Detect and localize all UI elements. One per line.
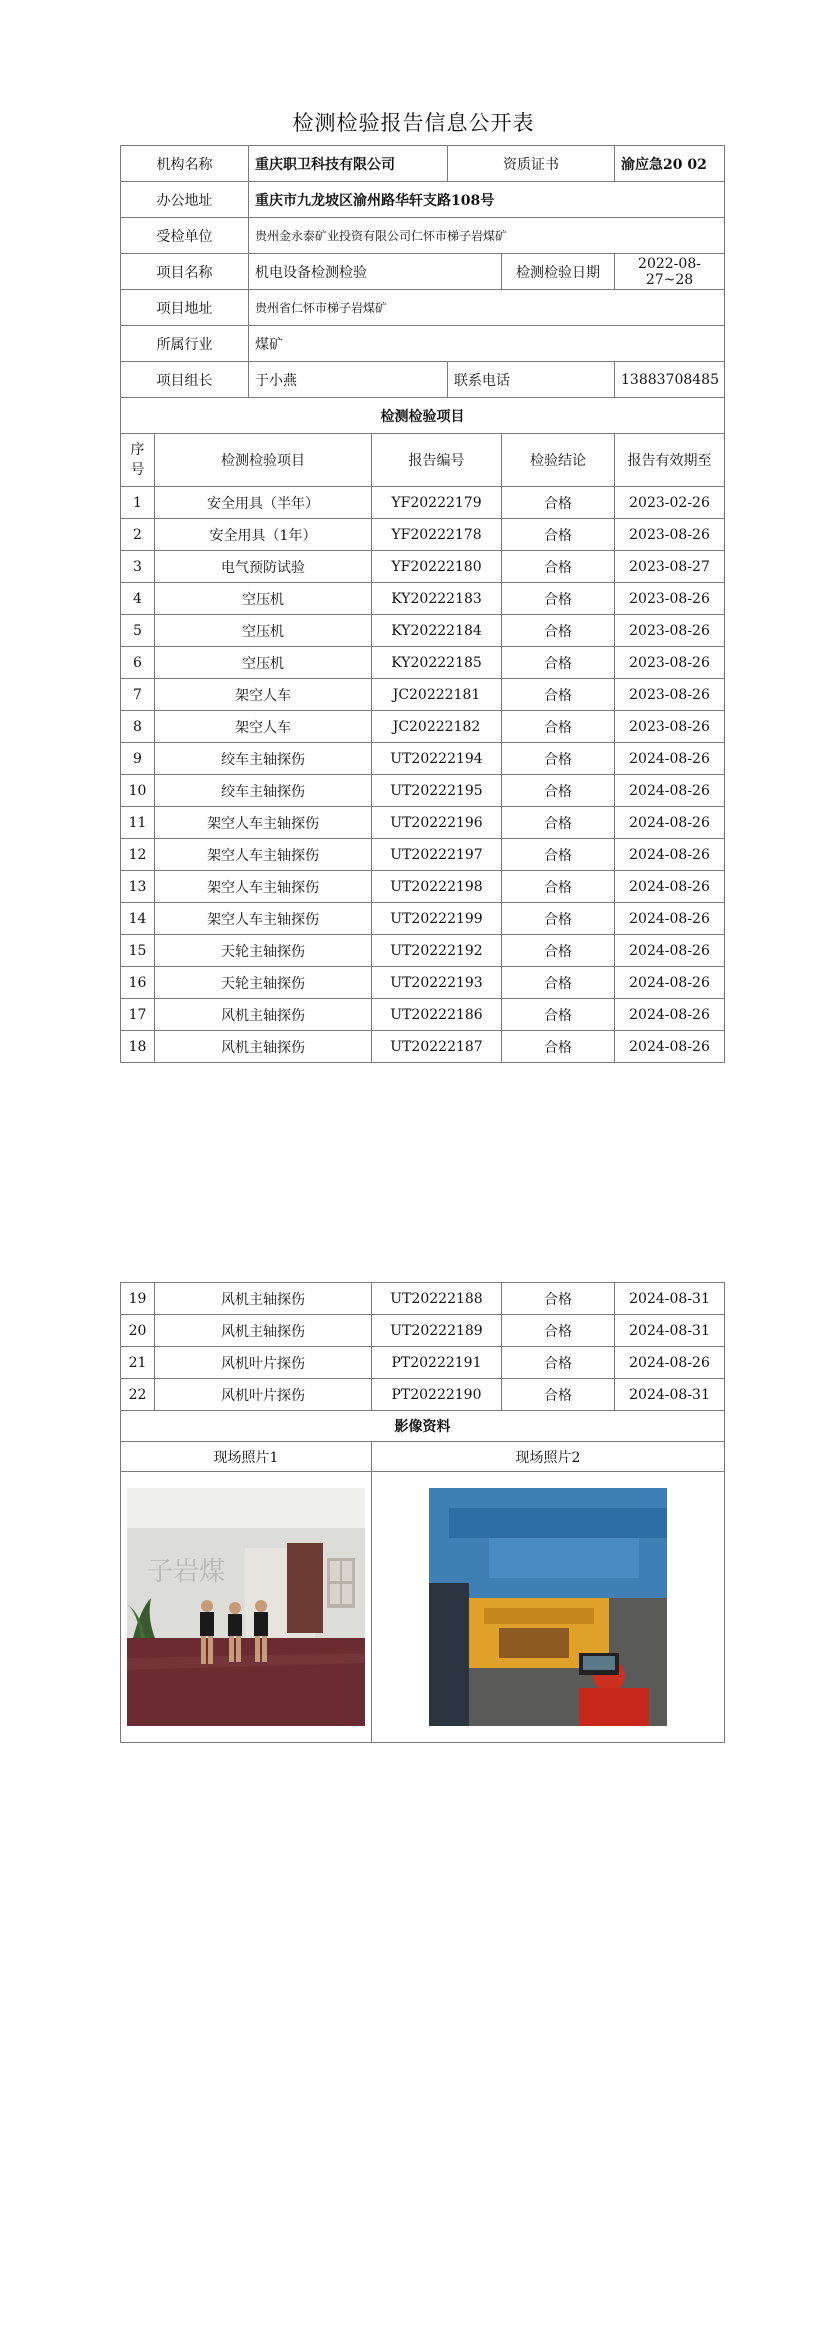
site-photo-2: [429, 1488, 667, 1726]
info-row-site: [121, 290, 725, 326]
item-valid-until: 2024-08-26: [615, 743, 725, 775]
item-row: [121, 1315, 725, 1347]
item-no: 13: [121, 871, 155, 903]
item-name: 风机主轴探伤: [155, 1031, 372, 1063]
item-result: 合格: [502, 1315, 615, 1347]
item-valid-until: 2023-08-26: [615, 647, 725, 679]
item-report-no: UT20222199: [372, 903, 502, 935]
item-result: 合格: [502, 615, 615, 647]
header-item: 检测检验项目: [155, 434, 372, 487]
project-label: 项目名称: [121, 254, 249, 290]
item-name: 安全用具（1年）: [155, 519, 372, 551]
item-row: [121, 1031, 725, 1063]
item-no: 11: [121, 807, 155, 839]
item-row: [121, 967, 725, 999]
item-name: 风机主轴探伤: [155, 1315, 372, 1347]
item-report-no: JC20222182: [372, 711, 502, 743]
office-label: 办公地址: [121, 182, 249, 218]
item-report-no: PT20222190: [372, 1379, 502, 1411]
item-result: 合格: [502, 519, 615, 551]
item-valid-until: 2023-08-26: [615, 679, 725, 711]
item-valid-until: 2024-08-26: [615, 775, 725, 807]
item-no: 22: [121, 1379, 155, 1411]
leader-value: 于小燕: [249, 362, 448, 398]
item-result: 合格: [502, 1031, 615, 1063]
item-no: 8: [121, 711, 155, 743]
info-row-project: [121, 254, 725, 290]
item-row: [121, 807, 725, 839]
header-report: 报告编号: [372, 434, 502, 487]
item-row: [121, 711, 725, 743]
item-valid-until: 2024-08-26: [615, 1031, 725, 1063]
item-valid-until: 2024-08-26: [615, 999, 725, 1031]
photo-label-row: [121, 1442, 725, 1472]
item-valid-until: 2023-08-26: [615, 583, 725, 615]
item-row: [121, 615, 725, 647]
items-body-page1: [121, 487, 725, 1063]
info-row-leader: [121, 362, 725, 398]
date-label: 检测检验日期: [502, 254, 615, 290]
media-section-title: 影像资料: [121, 1411, 725, 1442]
item-valid-until: 2024-08-26: [615, 967, 725, 999]
photo1-label: 现场照片1: [121, 1442, 372, 1472]
media-section-row: [121, 1411, 725, 1442]
org-value: 重庆职卫科技有限公司: [249, 146, 448, 182]
item-row: [121, 999, 725, 1031]
item-result: 合格: [502, 647, 615, 679]
item-result: 合格: [502, 967, 615, 999]
item-result: 合格: [502, 679, 615, 711]
item-result: 合格: [502, 551, 615, 583]
photo-row: [121, 1472, 725, 1743]
item-name: 架空人车主轴探伤: [155, 903, 372, 935]
org-label: 机构名称: [121, 146, 249, 182]
item-name: 架空人车主轴探伤: [155, 839, 372, 871]
item-report-no: JC20222181: [372, 679, 502, 711]
item-row: [121, 775, 725, 807]
industry-value: 煤矿: [249, 326, 725, 362]
phone-label: 联系电话: [448, 362, 615, 398]
item-name: 绞车主轴探伤: [155, 775, 372, 807]
item-no: 10: [121, 775, 155, 807]
item-report-no: YF20222178: [372, 519, 502, 551]
item-row: [121, 1283, 725, 1315]
items-body-page2: [121, 1283, 725, 1411]
item-name: 空压机: [155, 647, 372, 679]
item-no: 18: [121, 1031, 155, 1063]
item-row: [121, 935, 725, 967]
photo2-label: 现场照片2: [372, 1442, 725, 1472]
item-name: 天轮主轴探伤: [155, 967, 372, 999]
item-valid-until: 2023-08-27: [615, 551, 725, 583]
item-row: [121, 519, 725, 551]
wall-sign-text: 子岩煤: [147, 1557, 226, 1587]
item-result: 合格: [502, 839, 615, 871]
photo1-cell: [121, 1472, 372, 1743]
item-row: [121, 487, 725, 519]
item-row: [121, 871, 725, 903]
item-name: 电气预防试验: [155, 551, 372, 583]
info-row-industry: [121, 326, 725, 362]
item-valid-until: 2023-08-26: [615, 615, 725, 647]
item-report-no: KY20222184: [372, 615, 502, 647]
items-section-title: 检测检验项目: [121, 398, 725, 434]
item-valid-until: 2024-08-31: [615, 1379, 725, 1411]
item-row: [121, 839, 725, 871]
item-name: 风机叶片探伤: [155, 1347, 372, 1379]
item-report-no: UT20222196: [372, 807, 502, 839]
item-valid-until: 2024-08-26: [615, 935, 725, 967]
industry-label: 所属行业: [121, 326, 249, 362]
date-value: 2022-08-27~28: [615, 254, 725, 290]
office-value: 重庆市九龙坡区渝州路华轩支路108号: [249, 182, 725, 218]
item-no: 9: [121, 743, 155, 775]
item-result: 合格: [502, 871, 615, 903]
item-valid-until: 2024-08-26: [615, 871, 725, 903]
item-no: 12: [121, 839, 155, 871]
leader-label: 项目组长: [121, 362, 249, 398]
phone-value: 13883708485: [615, 362, 725, 398]
photo2-cell: [372, 1472, 725, 1743]
item-row: [121, 743, 725, 775]
item-report-no: UT20222188: [372, 1283, 502, 1315]
item-row: [121, 1347, 725, 1379]
item-report-no: YF20222180: [372, 551, 502, 583]
item-row: [121, 679, 725, 711]
item-name: 架空人车主轴探伤: [155, 871, 372, 903]
item-report-no: UT20222198: [372, 871, 502, 903]
info-row-office: [121, 182, 725, 218]
header-no-text: 序号: [130, 442, 145, 478]
item-name: 架空人车: [155, 711, 372, 743]
client-value: 贵州金永泰矿业投资有限公司仁怀市梯子岩煤矿: [249, 218, 725, 254]
site-photo-1: [127, 1488, 365, 1726]
item-name: 架空人车: [155, 679, 372, 711]
info-row-client: [121, 218, 725, 254]
item-valid-until: 2024-08-31: [615, 1315, 725, 1347]
item-result: 合格: [502, 583, 615, 615]
item-report-no: UT20222189: [372, 1315, 502, 1347]
site-value: 贵州省仁怀市梯子岩煤矿: [249, 290, 725, 326]
item-no: 3: [121, 551, 155, 583]
item-no: 1: [121, 487, 155, 519]
item-valid-until: 2024-08-26: [615, 903, 725, 935]
item-row: [121, 551, 725, 583]
item-name: 风机主轴探伤: [155, 1283, 372, 1315]
item-report-no: UT20222186: [372, 999, 502, 1031]
item-valid-until: 2024-08-31: [615, 1283, 725, 1315]
item-result: 合格: [502, 487, 615, 519]
item-no: 4: [121, 583, 155, 615]
item-valid-until: 2023-08-26: [615, 519, 725, 551]
info-and-items-table: [120, 145, 725, 1063]
item-name: 安全用具（半年）: [155, 487, 372, 519]
item-no: 17: [121, 999, 155, 1031]
header-valid: 报告有效期至: [615, 434, 725, 487]
item-valid-until: 2023-02-26: [615, 487, 725, 519]
item-name: 空压机: [155, 583, 372, 615]
cert-value: 渝应急20 02: [615, 146, 725, 182]
item-report-no: UT20222195: [372, 775, 502, 807]
item-name: 风机主轴探伤: [155, 999, 372, 1031]
header-no: [121, 434, 155, 487]
items-and-media-table: [120, 1282, 725, 1743]
item-name: 架空人车主轴探伤: [155, 807, 372, 839]
item-report-no: KY20222185: [372, 647, 502, 679]
item-result: 合格: [502, 711, 615, 743]
item-report-no: YF20222179: [372, 487, 502, 519]
page-title: 检测检验报告信息公开表: [292, 111, 535, 135]
item-result: 合格: [502, 935, 615, 967]
item-valid-until: 2024-08-26: [615, 1347, 725, 1379]
item-no: 15: [121, 935, 155, 967]
site-label: 项目地址: [121, 290, 249, 326]
item-result: 合格: [502, 903, 615, 935]
item-no: 6: [121, 647, 155, 679]
info-row-org: [121, 146, 725, 182]
item-result: 合格: [502, 775, 615, 807]
item-report-no: PT20222191: [372, 1347, 502, 1379]
item-result: 合格: [502, 999, 615, 1031]
item-report-no: UT20222193: [372, 967, 502, 999]
item-result: 合格: [502, 1379, 615, 1411]
items-header-row: [121, 434, 725, 487]
item-no: 5: [121, 615, 155, 647]
client-label: 受检单位: [121, 218, 249, 254]
item-result: 合格: [502, 1347, 615, 1379]
item-valid-until: 2023-08-26: [615, 711, 725, 743]
item-valid-until: 2024-08-26: [615, 807, 725, 839]
item-name: 绞车主轴探伤: [155, 743, 372, 775]
item-row: [121, 903, 725, 935]
item-row: [121, 647, 725, 679]
item-no: 21: [121, 1347, 155, 1379]
item-no: 2: [121, 519, 155, 551]
item-report-no: KY20222183: [372, 583, 502, 615]
item-name: 天轮主轴探伤: [155, 935, 372, 967]
item-row: [121, 583, 725, 615]
item-name: 空压机: [155, 615, 372, 647]
item-no: 14: [121, 903, 155, 935]
item-result: 合格: [502, 1283, 615, 1315]
header-result: 检验结论: [502, 434, 615, 487]
items-section-row: [121, 398, 725, 434]
item-result: 合格: [502, 743, 615, 775]
item-report-no: UT20222197: [372, 839, 502, 871]
item-valid-until: 2024-08-26: [615, 839, 725, 871]
item-report-no: UT20222192: [372, 935, 502, 967]
item-no: 19: [121, 1283, 155, 1315]
item-result: 合格: [502, 807, 615, 839]
item-report-no: UT20222194: [372, 743, 502, 775]
item-no: 7: [121, 679, 155, 711]
item-report-no: UT20222187: [372, 1031, 502, 1063]
item-row: [121, 1379, 725, 1411]
item-no: 16: [121, 967, 155, 999]
cert-label: 资质证书: [448, 146, 615, 182]
item-no: 20: [121, 1315, 155, 1347]
project-value: 机电设备检测检验: [249, 254, 502, 290]
item-name: 风机叶片探伤: [155, 1379, 372, 1411]
